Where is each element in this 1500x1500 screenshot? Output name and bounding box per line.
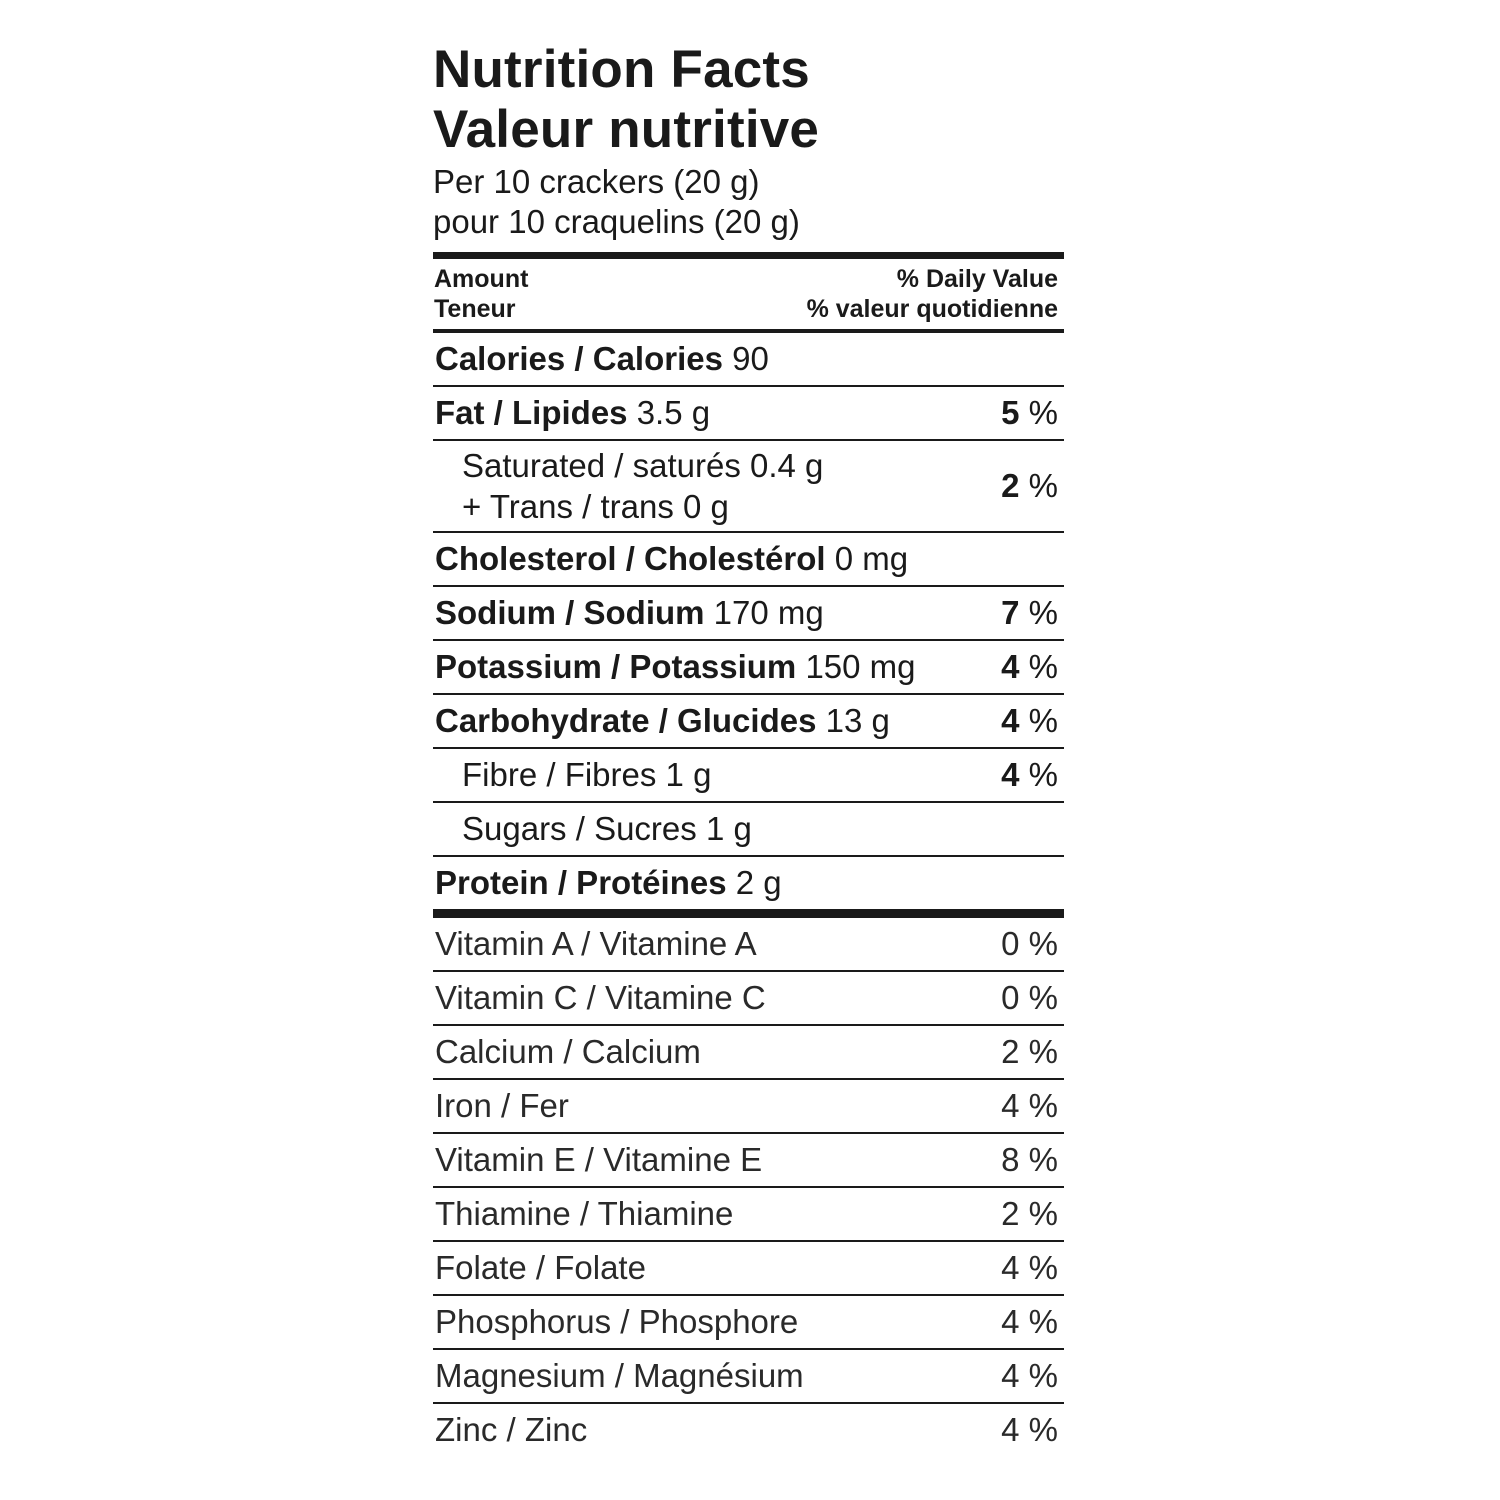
- vitamin-dv: 0 %: [1001, 979, 1058, 1016]
- nutrient-row-cholesterol: [433, 533, 1064, 587]
- divider-heavy: [433, 909, 1064, 918]
- protein-label: Protein / Protéines: [435, 864, 727, 901]
- potassium-dv: 4 %: [1001, 648, 1058, 685]
- nutrient-row-carbohydrate: [433, 695, 1064, 749]
- vitamin-name: Vitamin E / Vitamine E: [435, 1141, 763, 1178]
- vitamin-dv: 0 %: [1001, 925, 1058, 962]
- vitamin-dv: 4 %: [1001, 1411, 1058, 1448]
- carbohydrate-amount: 13 g: [825, 702, 890, 739]
- potassium-amount: 150 mg: [805, 648, 916, 685]
- vitamin-row: [433, 918, 1064, 972]
- header-amount: Amount: [434, 265, 529, 293]
- fat-label: Fat / Lipides: [435, 394, 628, 431]
- vitamin-dv: 8 %: [1001, 1141, 1058, 1178]
- sugars-label: Sugars / Sucres 1 g: [462, 810, 752, 847]
- trans-label: + Trans / trans 0 g: [462, 488, 729, 525]
- potassium-label: Potassium / Potassium: [435, 648, 797, 685]
- vitamin-row: [433, 1026, 1064, 1080]
- vitamin-name: Calcium / Calcium: [435, 1033, 701, 1070]
- vitamin-dv: 2 %: [1001, 1195, 1058, 1232]
- sodium-label: Sodium / Sodium: [435, 594, 705, 631]
- nutrition-facts-label: [433, 40, 1064, 1456]
- nutrient-row-saturated-trans: [433, 441, 1064, 533]
- vitamin-name: Magnesium / Magnésium: [435, 1357, 804, 1394]
- fat-dv: 5 %: [1001, 394, 1058, 431]
- vitamin-name: Vitamin C / Vitamine C: [435, 979, 766, 1016]
- fibre-dv: 4 %: [1001, 756, 1058, 793]
- nutrient-row-calories: [433, 333, 1064, 387]
- header-daily-value: % Daily Value: [896, 265, 1058, 293]
- vitamin-row: [433, 972, 1064, 1026]
- divider-thick: [433, 252, 1064, 259]
- fibre-label: Fibre / Fibres 1 g: [462, 756, 712, 793]
- vitamin-dv: 4 %: [1001, 1357, 1058, 1394]
- nutrient-row-potassium: [433, 641, 1064, 695]
- serving-size-en: Per 10 crackers (20 g): [433, 163, 760, 200]
- vitamin-dv: 4 %: [1001, 1303, 1058, 1340]
- vitamin-row: [433, 1350, 1064, 1404]
- nutrient-row-fibre: [433, 749, 1064, 803]
- carbohydrate-dv: 4 %: [1001, 702, 1058, 739]
- saturated-label: Saturated / saturés 0.4 g: [462, 447, 824, 484]
- vitamin-name: Zinc / Zinc: [435, 1411, 588, 1448]
- title-fr: Valeur nutritive: [433, 100, 820, 159]
- nutrient-row-sugars: [433, 803, 1064, 857]
- vitamin-name: Folate / Folate: [435, 1249, 646, 1286]
- vitamin-row: [433, 1404, 1064, 1456]
- vitamin-row: [433, 1296, 1064, 1350]
- title-en: Nutrition Facts: [433, 40, 810, 99]
- vitamin-name: Phosphorus / Phosphore: [435, 1303, 799, 1340]
- carbohydrate-label: Carbohydrate / Glucides: [435, 702, 817, 739]
- cholesterol-amount: 0 mg: [834, 540, 909, 577]
- vitamin-dv: 4 %: [1001, 1249, 1058, 1286]
- nutrient-row-protein: [433, 857, 1064, 909]
- vitamin-dv: 4 %: [1001, 1087, 1058, 1124]
- vitamin-name: Thiamine / Thiamine: [435, 1195, 734, 1232]
- header-daily-value-fr: % valeur quotidienne: [806, 295, 1058, 323]
- vitamin-name: Iron / Fer: [435, 1087, 569, 1124]
- vitamin-list: [433, 918, 1064, 1456]
- nutrient-row-sodium: [433, 587, 1064, 641]
- sodium-amount: 170 mg: [713, 594, 824, 631]
- vitamin-row: [433, 1080, 1064, 1134]
- calories-label: Calories / Calories: [435, 340, 723, 377]
- cholesterol-label: Cholesterol / Cholestérol: [435, 540, 826, 577]
- calories-amount: 90: [732, 340, 769, 377]
- header-teneur: Teneur: [434, 295, 516, 323]
- vitamin-row: [433, 1188, 1064, 1242]
- serving-size-fr: pour 10 craquelins (20 g): [433, 203, 800, 240]
- vitamin-dv: 2 %: [1001, 1033, 1058, 1070]
- protein-amount: 2 g: [735, 864, 782, 901]
- sodium-dv: 7 %: [1001, 594, 1058, 631]
- vitamin-row: [433, 1134, 1064, 1188]
- fat-amount: 3.5 g: [636, 394, 711, 431]
- nutrient-row-fat: [433, 387, 1064, 441]
- column-header: [433, 259, 1064, 329]
- vitamin-name: Vitamin A / Vitamine A: [435, 925, 757, 962]
- saturated-dv: 2 %: [1001, 467, 1058, 504]
- vitamin-row: [433, 1242, 1064, 1296]
